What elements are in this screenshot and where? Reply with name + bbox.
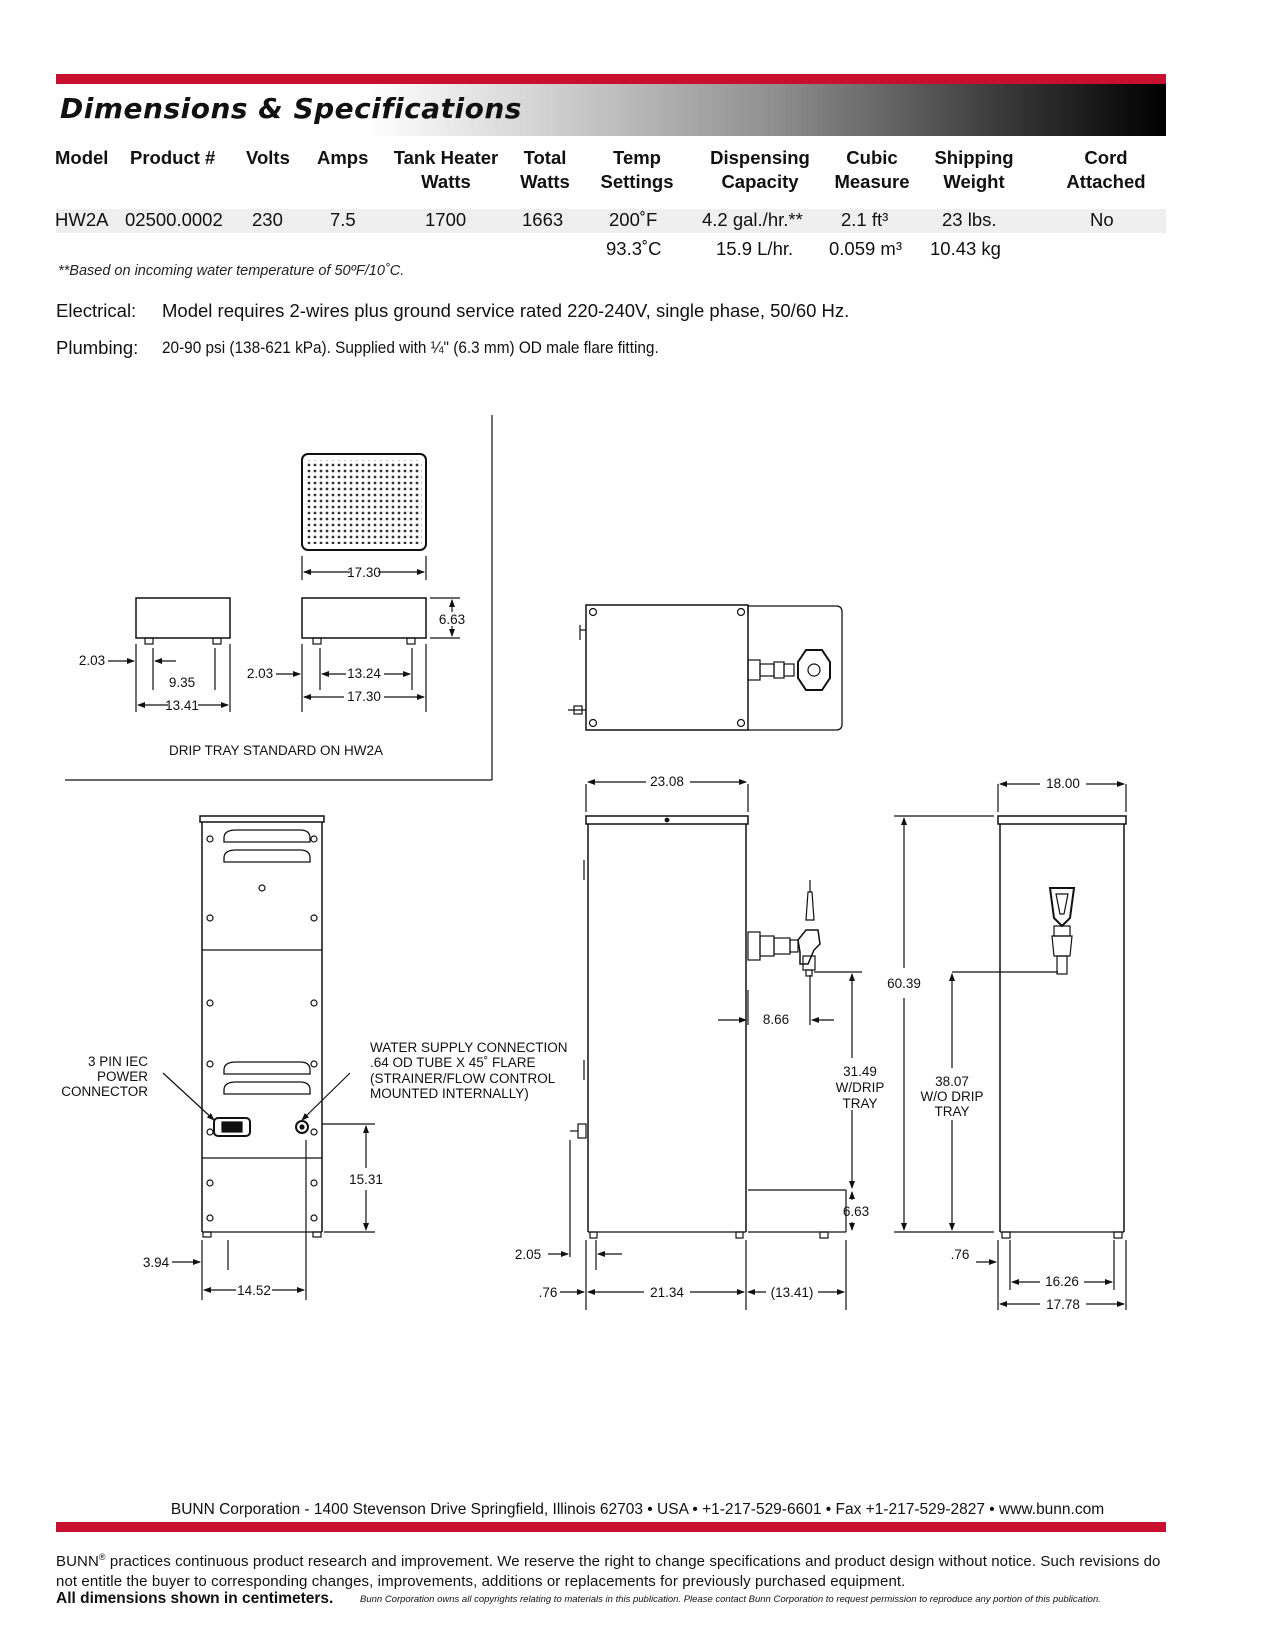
dim-tray-right-a: 2.03 xyxy=(246,666,274,681)
col-header-shipping: Shipping Weight xyxy=(934,147,1014,192)
dim-back-conn-height: 15.31 xyxy=(349,1172,383,1187)
label-water-3: (STRAINER/FLOW CONTROL xyxy=(370,1071,556,1086)
dim-tray-right-c: 17.30 xyxy=(347,689,381,704)
drip-tray-top-view xyxy=(302,454,426,550)
cell-model: HW2A xyxy=(55,209,109,230)
cell-total-watts: 1663 xyxy=(522,209,564,230)
dim-side-base: 21.34 xyxy=(650,1285,684,1300)
col-header-tank-heater: Tank Heater Watts xyxy=(393,147,499,192)
cell-tank-watts: 1700 xyxy=(425,209,467,230)
footer-red-bar xyxy=(56,1522,1166,1532)
cell-capacity-l: 15.9 L/hr. xyxy=(716,238,794,259)
cell-cubic-ft: 2.1 ft³ xyxy=(841,209,889,230)
label-power-1: 3 PIN IEC xyxy=(87,1054,148,1069)
col-header-cord: Cord Attached xyxy=(1066,147,1146,192)
cell-weight-kg: 10.43 kg xyxy=(930,238,1001,259)
dim-height-drip-lbl1: W/DRIP xyxy=(835,1080,885,1095)
label-power-3: CONNECTOR xyxy=(61,1084,148,1099)
col-header-total-watts: Total Watts xyxy=(520,147,570,192)
label-power-2: POWER xyxy=(96,1069,148,1084)
copyright-note: Bunn Corporation owns all copyrights relating to materials in this publication. Please contact Bunn Corporation to request permission to reproduce any portion of this publication. xyxy=(360,1594,1101,1605)
unit-top-view xyxy=(568,605,842,730)
dim-tray-width: 17.30 xyxy=(347,565,381,580)
cell-capacity-gal: 4.2 gal./hr.** xyxy=(702,209,803,230)
dim-tray-h2: 6.63 xyxy=(842,1204,870,1219)
dim-height-drip-lbl2: TRAY xyxy=(842,1096,878,1111)
col-header-volts: Volts xyxy=(246,147,290,168)
dim-tray-height: 6.63 xyxy=(438,612,466,627)
label-water-1: WATER SUPPLY CONNECTION xyxy=(370,1040,568,1055)
dim-front-inset: .76 xyxy=(950,1247,970,1262)
label-water-4: MOUNTED INTERNALLY) xyxy=(370,1086,529,1101)
plumbing-label: Plumbing: xyxy=(56,337,139,358)
cell-weight-lbs: 23 lbs. xyxy=(942,209,997,230)
dim-height-drip: 31.49 xyxy=(843,1064,877,1079)
cell-amps: 7.5 xyxy=(330,209,356,230)
cell-cubic-m: 0.059 m³ xyxy=(829,238,903,259)
dim-faucet-offset: 8.66 xyxy=(762,1012,790,1027)
footer-address: BUNN Corporation - 1400 Stevenson Drive Springfield, Illinois 62703 • USA • +1-217-529-6601 • Fax +1-217-529-2827 • www.bunn.com xyxy=(170,1501,1105,1518)
header-red-bar xyxy=(56,74,1166,84)
cell-temp-f: 200˚F xyxy=(609,209,658,230)
col-header-dispensing: Dispensing Capacity xyxy=(710,147,810,192)
dim-tray-left-a: 2.03 xyxy=(78,653,106,668)
page-title: Dimensions & Specifications xyxy=(60,92,522,125)
electrical-label: Electrical: xyxy=(56,300,137,321)
unit-front-view xyxy=(998,816,1126,1238)
cell-product: 02500.0002 xyxy=(125,209,223,230)
dim-tray-left-b: 9.35 xyxy=(168,675,196,690)
dim-side-inset: .76 xyxy=(538,1285,558,1300)
dim-side-tray: (13.41) xyxy=(770,1285,814,1300)
cell-cord: No xyxy=(1090,209,1114,230)
col-header-model: Model xyxy=(55,147,109,168)
dim-tray-right-b: 13.24 xyxy=(347,666,381,681)
unit-side-view xyxy=(570,816,846,1238)
dim-side-foot: 2.05 xyxy=(514,1247,542,1262)
col-header-product: Product # xyxy=(130,147,216,168)
brand-name: BUNN xyxy=(56,1553,99,1570)
drip-tray-note: DRIP TRAY STANDARD ON HW2A xyxy=(168,743,384,758)
col-header-amps: Amps xyxy=(317,147,369,168)
cell-volts: 230 xyxy=(252,209,283,230)
dim-height-nodrip: 38.07 xyxy=(935,1074,969,1089)
footer-notice: BUNN® practices continuous product research and improvement. We reserve the right to change specifications and product design without notice. Such revisions do not entitle the buyer to corresponding changes, improvements, additions or replacements for previously purchased equipment. xyxy=(56,1552,1161,1590)
technical-drawing xyxy=(0,380,1275,1320)
dim-depth: 23.08 xyxy=(650,774,684,789)
dim-total-height: 60.39 xyxy=(887,976,921,991)
registered-mark: ® xyxy=(98,1552,106,1562)
label-water-2: .64 OD TUBE X 45˚ FLARE xyxy=(370,1055,536,1070)
dim-tray-left-c: 13.41 xyxy=(165,698,199,713)
dim-width-top: 18.00 xyxy=(1046,776,1080,791)
units-note: All dimensions shown in centimeters. xyxy=(56,1590,334,1607)
dim-height-nodrip-lbl2: TRAY xyxy=(934,1104,970,1119)
dim-height-nodrip-lbl1: W/O DRIP xyxy=(920,1089,984,1104)
col-header-temp: Temp Settings xyxy=(600,147,674,192)
dim-back-left: 3.94 xyxy=(142,1255,170,1270)
plumbing-text: 20-90 psi (138-621 kPa). Supplied with ¼" (6.3 mm) OD male flare fitting. xyxy=(162,339,659,357)
dim-front-base: 16.26 xyxy=(1045,1274,1079,1289)
dim-back-width: 14.52 xyxy=(237,1283,271,1298)
cell-temp-c: 93.3˚C xyxy=(606,238,662,259)
table-footnote: **Based on incoming water temperature of 50ºF/10˚C. xyxy=(58,263,405,279)
dim-front-total: 17.78 xyxy=(1046,1297,1080,1312)
col-header-cubic: Cubic Measure xyxy=(834,147,910,192)
electrical-text: Model requires 2-wires plus ground service rated 220-240V, single phase, 50/60 Hz. xyxy=(162,300,850,321)
